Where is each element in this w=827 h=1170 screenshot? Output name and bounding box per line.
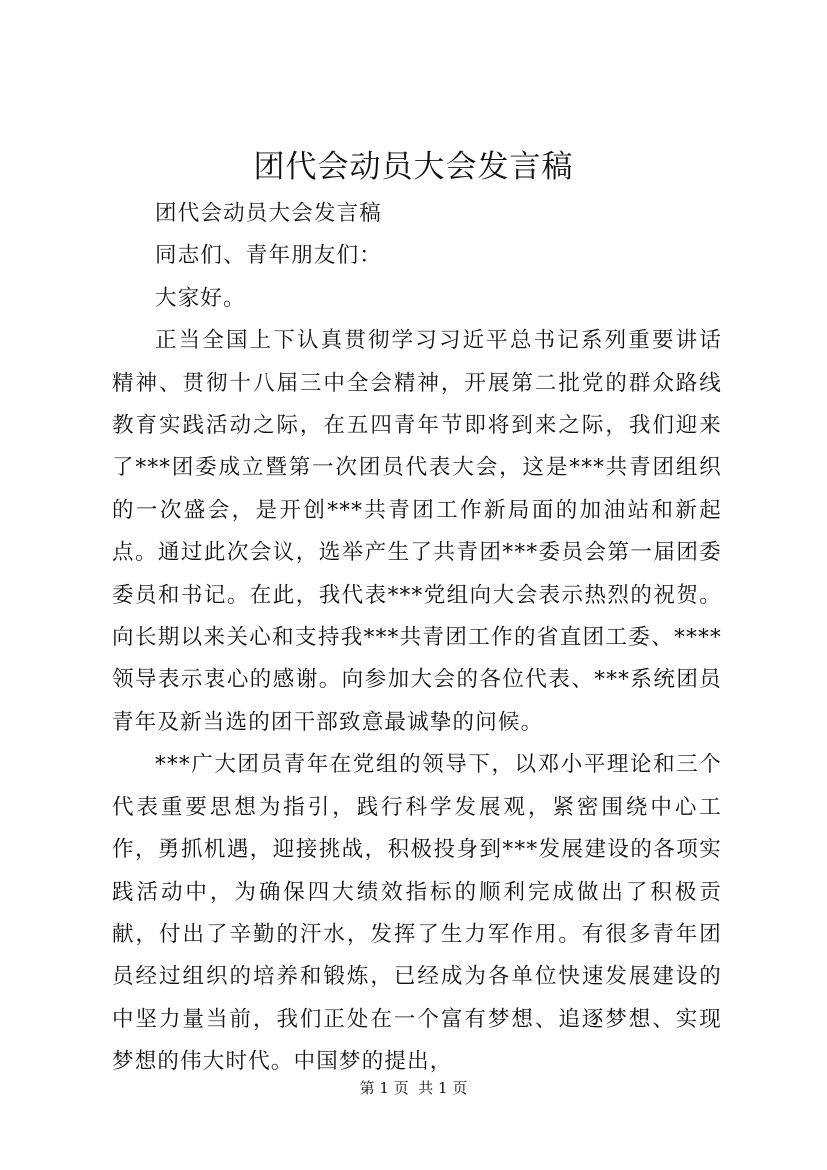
paragraph-greeting: 大家好。 <box>155 285 246 311</box>
page-footer <box>0 1078 827 1098</box>
paragraph-subtitle: 团代会动员大会发言稿 <box>155 201 383 226</box>
page-number-label: 第 1 页 共 1 页 <box>359 1079 468 1097</box>
document-body <box>112 193 722 1084</box>
paragraph-body-2: ***广大团员青年在党组的领导下，以邓小平理论和三个代表重要思想为指引，践行科学发展观，紧密围绕中心工作，勇抓机遇，迎接挑战，积极投身到***发展建设的各项实践活动中，为确保四大绩效指标的顺利完成做出了积极贡献，付出了辛勤的汗水，发挥了生力军作用。有很多青年团员经过组织的培养和锻炼，已经成为各单位快速发展建设的中坚力量当前，我们正处在一个富有梦想、追逐梦想、实现梦想的伟大时代。中国梦的提出， <box>112 752 722 1075</box>
paragraph-body-1: 正当全国上下认真贯彻学习习近平总书记系列重要讲话精神、贯彻十八届三中全会精神，开展第二批党的群众路线教育实践活动之际，在五四青年节即将到来之际，我们迎来了***团委成立暨第一次团员代表大会，这是***共青团组织的一次盛会，是开创***共青团工作新局面的加油站和新起点。通过此次会议，选举产生了共青团***委员会第一届团委委员和书记。在此，我代表***党组向大会表示热烈的祝贺。向长期以来关心和支持我***共青团工作的省直团工委、****领导表示衷心的感谢。向参加大会的各位代表、***系统团员青年及新当选的团干部致意最诚挚的问候。 <box>112 328 722 735</box>
paragraph-salutation: 同志们、青年朋友们： <box>155 243 383 269</box>
page-title: 团代会动员大会发言稿 <box>253 149 574 185</box>
